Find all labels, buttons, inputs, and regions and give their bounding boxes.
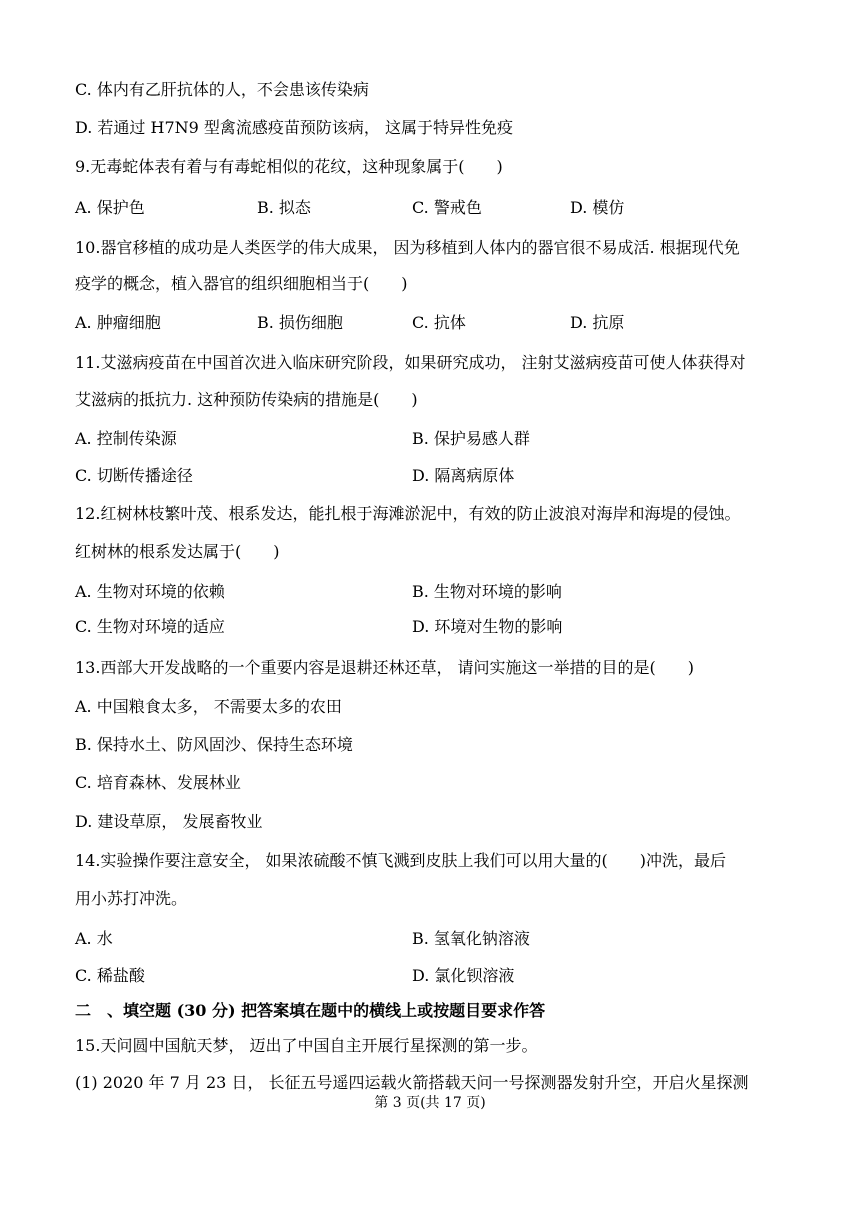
q13-option-d: D. 建设草原， 发展畜牧业	[75, 812, 263, 831]
q14-stem-line1: 14.实验操作要注意安全， 如果浓硫酸不慎飞溅到皮肤上我们可以用大量的( )冲洗，最后	[75, 851, 727, 870]
q14-option-d: D. 氯化钡溶液	[412, 966, 515, 985]
q13-option-a: A. 中国粮食太多， 不需要太多的农田	[75, 697, 342, 716]
page-number: 第 3 页(共 17 页)	[374, 1095, 486, 1111]
q11-option-c: C. 切断传播途径	[75, 466, 193, 485]
q10-option-c: C. 抗体	[412, 313, 466, 332]
q8-option-d: D. 若通过 H7N9 型禽流感疫苗预防该病， 这属于特异性免疫	[75, 118, 514, 137]
q11-stem-line1: 11.艾滋病疫苗在中国首次进入临床研究阶段，如果研究成功， 注射艾滋病疫苗可使人体获得对	[75, 353, 746, 372]
q10-option-a: A. 肿瘤细胞	[75, 313, 161, 332]
q10-stem-line2: 疫学的概念，植入器官的组织细胞相当于( )	[75, 274, 408, 293]
q12-stem-line1: 12.红树林枝繁叶茂、根系发达，能扎根于海滩淤泥中，有效的防止波浪对海岸和海堤的侵蚀。	[75, 504, 741, 523]
q10-stem-line1: 10.器官移植的成功是人类医学的伟大成果， 因为移植到人体内的器官很不易成活. 根据现代免	[75, 238, 740, 257]
q10-option-b: B. 损伤细胞	[257, 313, 343, 332]
q13-option-b: B. 保持水土、防风固沙、保持生态环境	[75, 735, 353, 754]
q9-option-a: A. 保护色	[75, 198, 145, 217]
q9-option-c: C. 警戒色	[412, 198, 482, 217]
q12-stem-line2: 红树林的根系发达属于( )	[75, 542, 280, 561]
q11-option-b: B. 保护易感人群	[412, 429, 530, 448]
q13-stem: 13.西部大开发战略的一个重要内容是退耕还林还草， 请问实施这一举措的目的是( )	[75, 658, 695, 677]
q14-option-a: A. 水	[75, 929, 113, 948]
q12-option-d: D. 环境对生物的影响	[412, 617, 563, 636]
q14-option-c: C. 稀盐酸	[75, 966, 145, 985]
q11-option-a: A. 控制传染源	[75, 429, 177, 448]
q14-option-b: B. 氢氧化钠溶液	[412, 929, 530, 948]
q15-stem: 15.天问圆中国航天梦， 迈出了中国自主开展行星探测的第一步。	[75, 1036, 538, 1055]
q12-option-a: A. 生物对环境的依赖	[75, 582, 225, 601]
q9-stem: 9.无毒蛇体表有着与有毒蛇相似的花纹，这种现象属于( )	[75, 157, 503, 176]
section-heading: 二 、填空题 (30 分) 把答案填在题中的横线上或按题目要求作答	[75, 1001, 546, 1020]
q8-option-c: C. 体内有乙肝抗体的人，不会患该传染病	[75, 80, 369, 99]
q11-stem-line2: 艾滋病的抵抗力. 这种预防传染病的措施是( )	[75, 390, 418, 409]
q12-option-b: B. 生物对环境的影响	[412, 582, 562, 601]
q10-option-d: D. 抗原	[570, 313, 625, 332]
q12-option-c: C. 生物对环境的适应	[75, 617, 225, 636]
q13-option-c: C. 培育森林、发展林业	[75, 773, 241, 792]
q14-stem-line2: 用小苏打冲洗。	[75, 889, 188, 908]
q9-option-b: B. 拟态	[257, 198, 311, 217]
q11-option-d: D. 隔离病原体	[412, 466, 515, 485]
q9-option-d: D. 模仿	[570, 198, 625, 217]
q15-part1: (1) 2020 年 7 月 23 日， 长征五号遥四运载火箭搭载天问一号探测器发射升空，开启火星探测	[75, 1073, 749, 1092]
